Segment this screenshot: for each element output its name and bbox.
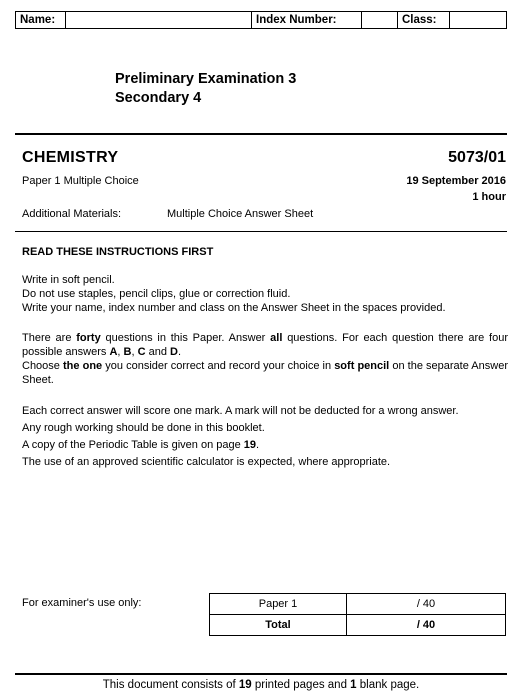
middle-divider bbox=[15, 231, 507, 232]
text-run-bold: soft pencil bbox=[334, 360, 390, 372]
text-run: questions in this Paper. Answer bbox=[100, 332, 271, 344]
text-run-bold: all bbox=[270, 332, 283, 344]
instruction-line: Any rough working should be done in this booklet. bbox=[22, 422, 265, 434]
instruction-line: Each correct answer will score one mark. A mark will not be deducted for a wrong answer. bbox=[22, 405, 459, 417]
instructions-heading: READ THESE INSTRUCTIONS FIRST bbox=[22, 246, 214, 258]
instruction-paragraph bbox=[22, 359, 508, 387]
paper-name: Paper 1 Multiple Choice bbox=[22, 175, 139, 187]
text-run: you consider correct and record your choice in bbox=[102, 360, 335, 372]
syllabus-code: 5073/01 bbox=[448, 149, 506, 166]
text-run-bold: A bbox=[109, 346, 118, 358]
instructions-block-1 bbox=[22, 273, 508, 315]
class-field[interactable] bbox=[450, 12, 506, 28]
exam-date: 19 September 2016 bbox=[406, 175, 506, 187]
exam-title-line1: Preliminary Examination 3 bbox=[115, 71, 297, 87]
materials-label: Additional Materials: bbox=[22, 208, 122, 220]
text-run-bold: 19 bbox=[243, 439, 257, 451]
text-run: . bbox=[177, 346, 182, 358]
page-count-footer bbox=[0, 679, 522, 691]
index-number-field[interactable] bbox=[362, 12, 398, 28]
text-run: . bbox=[256, 439, 260, 451]
instruction-line: Write your name, index number and class on the Answer Sheet in the spaces provided. bbox=[22, 302, 446, 314]
subject-title: CHEMISTRY bbox=[22, 149, 119, 166]
text-run-bold: B bbox=[123, 346, 132, 358]
instruction-line bbox=[22, 438, 508, 452]
text-run: Choose bbox=[22, 360, 64, 372]
text-run: printed pages and bbox=[251, 679, 351, 691]
text-run-bold: C bbox=[137, 346, 146, 358]
text-run: blank page. bbox=[356, 679, 420, 691]
marks-row-score: / 40 bbox=[347, 615, 506, 636]
student-details-row bbox=[15, 11, 507, 29]
text-run: A copy of the Periodic Table is given on page bbox=[22, 439, 244, 451]
class-label: Class: bbox=[398, 12, 450, 28]
exam-duration: 1 hour bbox=[472, 191, 506, 203]
text-run-bold: the one bbox=[63, 360, 103, 372]
instruction-line: Write in soft pencil. bbox=[22, 274, 115, 286]
bottom-divider bbox=[15, 673, 507, 675]
table-row bbox=[210, 594, 506, 615]
materials-value: Multiple Choice Answer Sheet bbox=[167, 208, 314, 220]
text-run: on the separate Answer Sheet. bbox=[22, 360, 508, 386]
instructions-block-2 bbox=[22, 331, 508, 387]
text-run-bold: 19 bbox=[238, 679, 252, 691]
name-label: Name: bbox=[16, 12, 66, 28]
text-run: This document consists of bbox=[102, 679, 239, 691]
text-run-bold: forty bbox=[76, 332, 101, 344]
text-run: questions. For each question there are four possible answers bbox=[22, 332, 509, 358]
text-run: , bbox=[117, 346, 124, 358]
instructions-block-3 bbox=[22, 404, 508, 469]
marks-row-score: / 40 bbox=[347, 594, 506, 615]
exam-title bbox=[115, 70, 296, 108]
text-run-bold: D bbox=[170, 346, 178, 358]
top-divider bbox=[15, 133, 507, 135]
name-field[interactable] bbox=[66, 12, 252, 28]
index-number-label: Index Number: bbox=[252, 12, 362, 28]
text-run: , bbox=[131, 346, 138, 358]
instruction-paragraph bbox=[22, 331, 508, 359]
instruction-line: The use of an approved scientific calculator is expected, where appropriate. bbox=[22, 456, 391, 468]
table-row bbox=[210, 615, 506, 636]
exam-title-line2: Secondary 4 bbox=[115, 90, 202, 106]
text-run: and bbox=[145, 346, 171, 358]
marks-table bbox=[209, 593, 506, 636]
marks-row-label: Total bbox=[210, 615, 347, 636]
examiner-use-label: For examiner's use only: bbox=[22, 597, 142, 609]
text-run: There are bbox=[22, 332, 77, 344]
marks-row-label: Paper 1 bbox=[210, 594, 347, 615]
text-run-bold: 1 bbox=[350, 679, 357, 691]
instruction-line: Do not use staples, pencil clips, glue or correction fluid. bbox=[22, 288, 291, 300]
